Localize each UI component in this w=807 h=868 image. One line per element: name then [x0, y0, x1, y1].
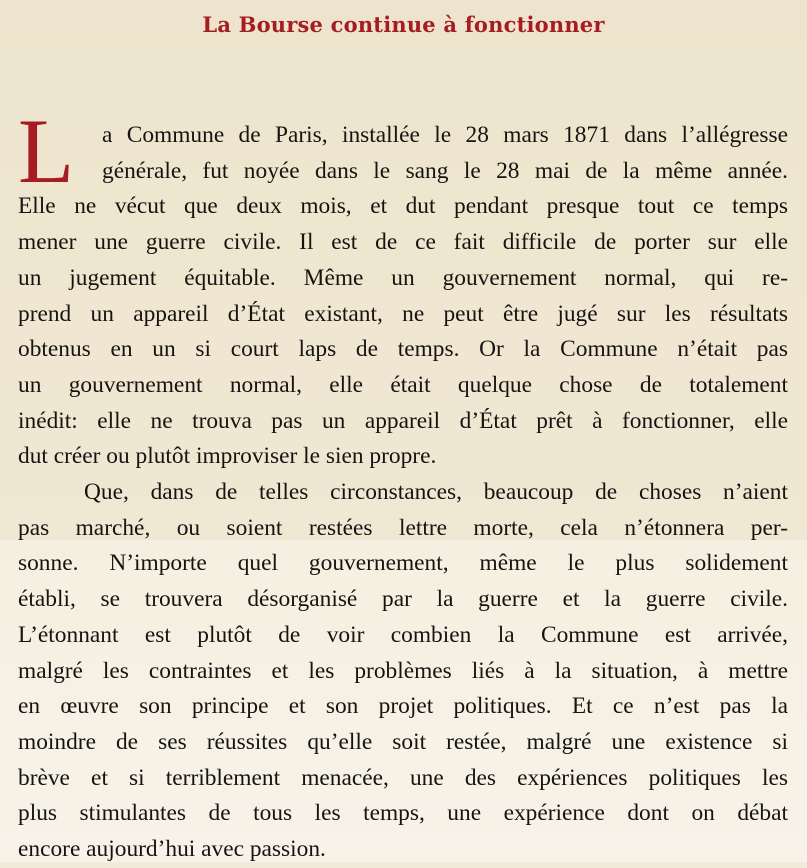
text-line: prend un appareil d’État existant, ne peut être jugé sur les résultats — [18, 300, 788, 327]
text-line: sonne. N’importe quel gouvernement, même le plus solidement — [18, 550, 788, 577]
section-heading: La Bourse continue à fonctionner — [202, 12, 605, 37]
text-line: a Commune de Paris, installée le 28 mars 1871 dans l’allégresse — [102, 122, 788, 148]
text-line: malgré les contraintes et les problèmes liés à la situation, à mettre — [18, 657, 788, 684]
paragraph-2 — [18, 475, 788, 868]
text-line: en œuvre son principe et son projet politiques. Et ce n’est pas la — [18, 693, 788, 720]
text-line: plus stimulantes de tous les temps, une expérience dont on débat — [18, 800, 788, 827]
text-line: obtenus en un si court laps de temps. Or la Commune n’était pas — [18, 336, 788, 363]
text-line: encore aujourd’hui avec passion. — [18, 836, 326, 863]
text-line: pas marché, ou soient restées lettre morte, cela n’étonnera per- — [18, 514, 788, 541]
text-line: L’étonnant est plutôt de voir combien la Commune est arrivée, — [18, 621, 788, 648]
text-line: générale, fut noyée dans le sang le 28 mai de la même année. — [102, 157, 788, 184]
text-line: brève et si terriblement menacée, une des expériences politiques les — [18, 764, 788, 791]
drop-cap: L — [18, 100, 75, 202]
text-line: un gouvernement normal, elle était quelque chose de totalement — [18, 371, 788, 398]
text-line: établi, se trouvera désorganisé par la guerre et la guerre civile. — [18, 586, 788, 613]
body-text — [18, 100, 788, 868]
paragraph-1 — [18, 100, 788, 475]
text-line: inédit: elle ne trouva pas un appareil d’État prêt à fonctionner, elle — [18, 407, 788, 434]
text-line: Elle ne vécut que deux mois, et dut pendant presque tout ce temps — [18, 193, 788, 220]
text-line: un jugement équitable. Même un gouvernement normal, qui re- — [18, 264, 788, 291]
text-line: dut créer ou plutôt improviser le sien propre. — [18, 443, 437, 470]
text-line: Que, dans de telles circonstances, beaucoup de choses n’aient — [84, 479, 788, 506]
text-line: moindre de ses réussites qu’elle soit restée, malgré une existence si — [18, 728, 788, 755]
text-line: mener une guerre civile. Il est de ce fait difficile de porter sur elle — [18, 229, 788, 256]
